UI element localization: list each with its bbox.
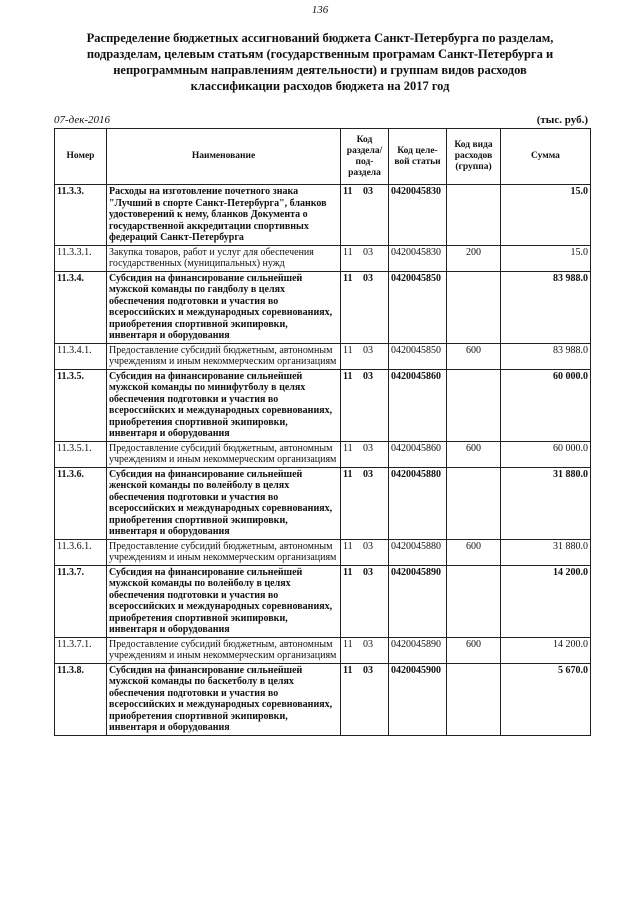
row-number: 11.3.6.: [55, 467, 107, 539]
header-target-code: Код целе- вой статьи: [389, 129, 447, 185]
header-amount: Сумма: [501, 129, 591, 185]
row-expense-type-code: 600: [447, 441, 501, 467]
section-code: 11: [343, 186, 353, 197]
row-section-code: [341, 185, 389, 246]
row-number: 11.3.7.1.: [55, 637, 107, 663]
row-amount: 5 670.0: [501, 663, 591, 735]
section-code: 11: [343, 540, 353, 552]
row-name: Расходы на изготовление почетного знака "Лучший в спорте Санкт-Петербурга", бланков удостоверений к нему, бланков Документа о государственной аккредитации спортивных федераций Санкт-Петербурга: [107, 185, 341, 246]
row-name: Предоставление субсидий бюджетным, автономным учреждениям и иным некоммерческим организациям: [107, 441, 341, 467]
row-target-code: 0420045830: [389, 185, 447, 246]
row-amount: 31 880.0: [501, 539, 591, 565]
row-name: Субсидия на финансирование сильнейшей мужской команды по гандболу в целях обеспечения подготовки и участия во всероссийских и международных соревнованиях, приобретения спортивной экипировки, инвентаря и оборудования: [107, 271, 341, 343]
subsection-code: 03: [363, 344, 373, 356]
row-section-code: [341, 637, 389, 663]
row-expense-type-code: 600: [447, 637, 501, 663]
table-row: [55, 185, 591, 246]
row-target-code: 0420045890: [389, 565, 447, 637]
table-row: [55, 467, 591, 539]
table-row: [55, 369, 591, 441]
row-number: 11.3.5.: [55, 369, 107, 441]
row-name: Предоставление субсидий бюджетным, автономным учреждениям и иным некоммерческим организациям: [107, 539, 341, 565]
subsection-code: 03: [363, 540, 373, 552]
row-section-code: [341, 663, 389, 735]
table-row: [55, 271, 591, 343]
row-expense-type-code: [447, 565, 501, 637]
row-amount: 14 200.0: [501, 637, 591, 663]
row-expense-type-code: 200: [447, 245, 501, 271]
section-code: 11: [343, 468, 353, 480]
row-number: 11.3.7.: [55, 565, 107, 637]
subsection-code: 03: [363, 272, 373, 284]
row-expense-type-code: [447, 467, 501, 539]
header-section-code: Код раздела/ под- раздела: [341, 129, 389, 185]
section-code: 11: [343, 370, 353, 382]
subsection-code: 03: [363, 638, 373, 650]
row-number: 11.3.8.: [55, 663, 107, 735]
row-number: 11.3.4.: [55, 271, 107, 343]
row-amount: 83 988.0: [501, 343, 591, 369]
document-title: Распределение бюджетных ассигнований бюджета Санкт-Петербурга по разделам, подразделам, целевым статьям (государственным програмам Санкт-Петербурга и непрограммным направлениям деятельности) и группам видов расходов классификации расходов бюджета на 2017 год: [86, 31, 554, 93]
unit-label: (тыс. руб.): [536, 114, 588, 126]
row-section-code: [341, 539, 389, 565]
section-code: 11: [343, 442, 353, 454]
row-amount: 14 200.0: [501, 565, 591, 637]
row-target-code: 0420045890: [389, 637, 447, 663]
row-section-code: [341, 245, 389, 271]
subsection-code: 03: [363, 246, 373, 258]
table-row: [55, 637, 591, 663]
section-code: 11: [343, 344, 353, 356]
row-amount: 60 000.0: [501, 369, 591, 441]
section-code: 11: [343, 566, 353, 578]
row-expense-type-code: [447, 663, 501, 735]
table-row: [55, 441, 591, 467]
row-target-code: 0420045860: [389, 369, 447, 441]
subsection-code: 03: [363, 186, 373, 197]
row-section-code: [341, 369, 389, 441]
row-section-code: [341, 441, 389, 467]
row-number: 11.3.6.1.: [55, 539, 107, 565]
subsection-code: 03: [363, 566, 373, 578]
subsection-code: 03: [363, 664, 373, 676]
row-section-code: [341, 467, 389, 539]
header-name: Наименование: [107, 129, 341, 185]
row-name: Субсидия на финансирование сильнейшей мужской команды по волейболу в целях обеспечения подготовки и участия во всероссийских и международных соревнованиях, приобретения спортивной экипировки, инвентаря и оборудования: [107, 565, 341, 637]
row-target-code: 0420045880: [389, 539, 447, 565]
row-name: Предоставление субсидий бюджетным, автономным учреждениям и иным некоммерческим организациям: [107, 343, 341, 369]
subsection-code: 03: [363, 370, 373, 382]
header-number: Номер: [55, 129, 107, 185]
row-name: Предоставление субсидий бюджетным, автономным учреждениям и иным некоммерческим организациям: [107, 637, 341, 663]
row-section-code: [341, 343, 389, 369]
row-section-code: [341, 271, 389, 343]
row-number: 11.3.4.1.: [55, 343, 107, 369]
table-row: [55, 539, 591, 565]
subsection-code: 03: [363, 442, 373, 454]
row-name: Субсидия на финансирование сильнейшей женской команды по волейболу в целях обеспечения подготовки и участия во всероссийских и международных соревнованиях, приобретения спортивной экипировки, инвентаря и оборудования: [107, 467, 341, 539]
table-row: [55, 565, 591, 637]
row-amount: 15.0: [501, 245, 591, 271]
row-name: Субсидия на финансирование сильнейшей мужской команды по баскетболу в целях обеспечения подготовки и участия во всероссийских и международных соревнованиях, приобретения спортивной экипировки, инвентаря и оборудования: [107, 663, 341, 735]
page-number: 136: [311, 4, 329, 16]
document-date: 07-дек-2016: [54, 114, 111, 126]
row-number: 11.3.3.1.: [55, 245, 107, 271]
section-code: 11: [343, 272, 353, 284]
row-number: 11.3.3.: [55, 185, 107, 246]
row-section-code: [341, 565, 389, 637]
budget-table: [54, 128, 591, 736]
row-number: 11.3.5.1.: [55, 441, 107, 467]
row-target-code: 0420045830: [389, 245, 447, 271]
row-target-code: 0420045900: [389, 663, 447, 735]
subsection-code: 03: [363, 468, 373, 480]
row-expense-type-code: 600: [447, 539, 501, 565]
row-expense-type-code: 600: [447, 343, 501, 369]
header-expense-type-code: Код вида расходов (группа): [447, 129, 501, 185]
row-target-code: 0420045860: [389, 441, 447, 467]
section-code: 11: [343, 246, 353, 258]
table-header-row: [55, 129, 591, 185]
row-name: Закупка товаров, работ и услуг для обеспечения государственных (муниципальных) нужд: [107, 245, 341, 271]
row-amount: 83 988.0: [501, 271, 591, 343]
table-row: [55, 343, 591, 369]
section-code: 11: [343, 638, 353, 650]
table-row: [55, 245, 591, 271]
table-row: [55, 663, 591, 735]
row-name: Субсидия на финансирование сильнейшей мужской команды по минифутболу в целях обеспечения подготовки и участия во всероссийских и международных соревнованиях, приобретения спортивной экипировки, инвентаря и оборудования: [107, 369, 341, 441]
row-target-code: 0420045850: [389, 271, 447, 343]
row-amount: 31 880.0: [501, 467, 591, 539]
row-amount: 15.0: [501, 185, 591, 246]
row-expense-type-code: [447, 369, 501, 441]
section-code: 11: [343, 664, 353, 676]
row-expense-type-code: [447, 271, 501, 343]
row-target-code: 0420045880: [389, 467, 447, 539]
row-expense-type-code: [447, 185, 501, 246]
row-amount: 60 000.0: [501, 441, 591, 467]
row-target-code: 0420045850: [389, 343, 447, 369]
